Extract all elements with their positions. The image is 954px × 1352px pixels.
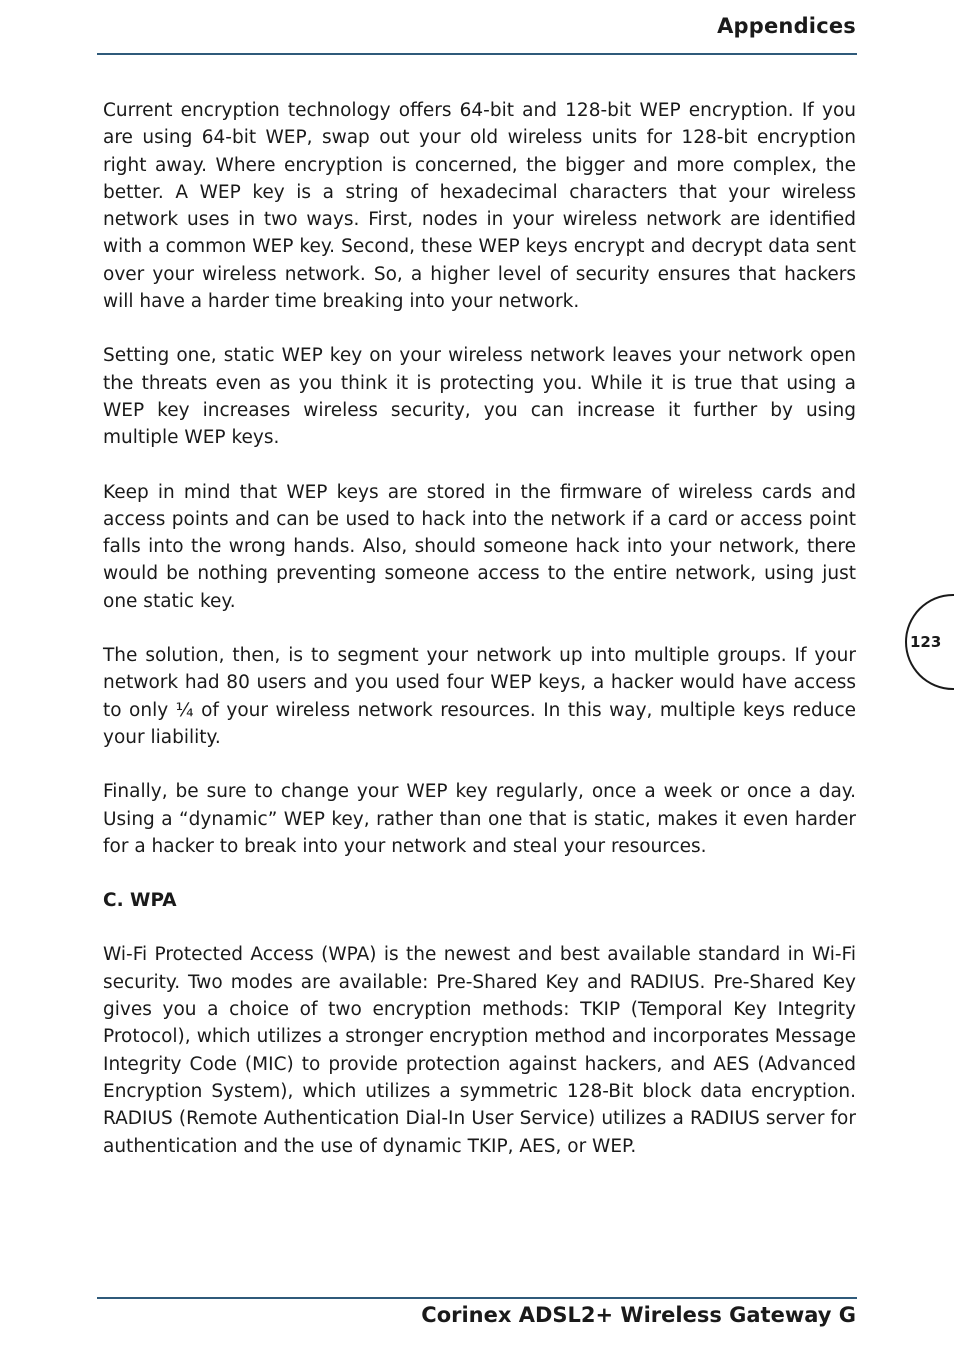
page-number: 123 [910,633,942,651]
paragraph-static-wep: Setting one, static WEP key on your wireless network leaves your network open the threats even as you think it is protecting you. While it is true that using a WEP key increases wireless security, you can increase it further by using multiple WEP keys. [103,345,856,449]
paragraph-dynamic-wep: Finally, be sure to change your WEP key regularly, once a week or once a day. Using a “dynamic” WEP key, rather than one that is static, makes it even harder for a hacker to break into your network and steal your resources. [103,781,856,857]
paragraph-wpa: Wi-Fi Protected Access (WPA) is the newest and best available standard in Wi-Fi security. Two modes are available: Pre-Shared Key and RADIUS. Pre-Shared Key gives you a choice of two encryption methods: TKIP (Temporal Key Integrity Protocol), which utilizes a stronger encryption method and incorporates Message Integrity Code (MIC) to provide protection against hackers, and AES (Advanced Encryption System), which utilizes a symmetric 128-Bit block data encryption. RADIUS (Remote Authentication Dial-In User Service) utilizes a RADIUS server for authentication and the use of dynamic TKIP, AES, or WEP. [103,944,856,1157]
page-content [103,97,856,1187]
section-heading-wpa: C. WPA [103,890,177,912]
paragraph-firmware-keys: Keep in mind that WEP keys are stored in the firmware of wireless cards and access points and can be used to hack into the network if a card or access point falls into the wrong hands. Also, should someone hack into your network, there would be nothing preventing someone access to the entire network, using just one static key. [103,481,856,612]
footer-product-title: Corinex ADSL2+ Wireless Gateway G [421,1303,856,1327]
header-divider [97,53,857,55]
header-section-title: Appendices [717,14,856,38]
paragraph-segment-network: The solution, then, is to segment your network up into multiple groups. If your network had 80 users and you used four WEP keys, a hacker would have access to only ¼ of your wireless network resources. In this way, multiple keys reduce your liability. [103,645,856,748]
footer-divider [97,1297,857,1299]
paragraph-wep-encryption: Current encryption technology offers 64-bit and 128-bit WEP encryption. If you are using 64-bit WEP, swap out your old wireless units for 128-bit encryption right away. Where encryption is concerned, the bigger and more complex, the better. A WEP key is a string of hexadecimal characters that your wireless network uses in two ways. First, nodes in your wireless network are identified with a common WEP key. Second, these WEP keys encrypt and decrypt data sent over your wireless network. So, a higher level of security ensures that hackers will have a harder time breaking into your network. [103,100,856,313]
